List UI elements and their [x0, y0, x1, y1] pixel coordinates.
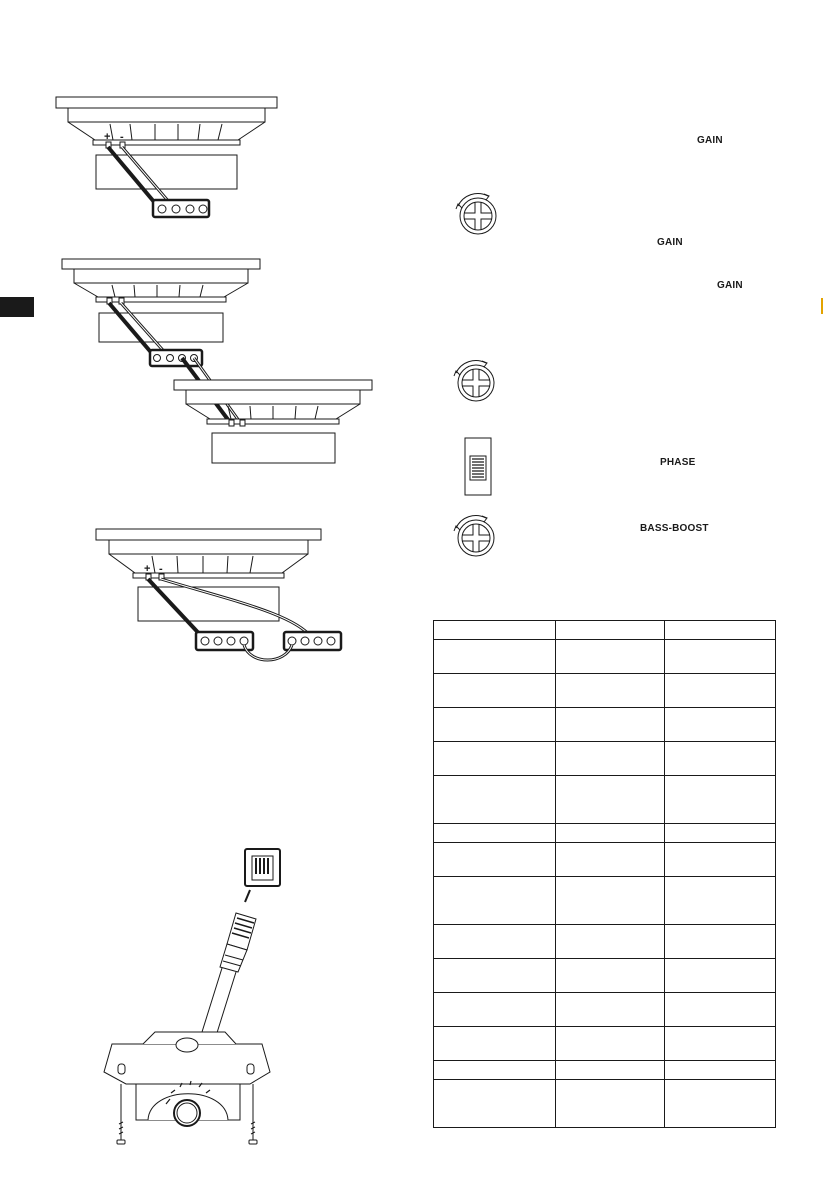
- table-cell: [556, 993, 665, 1027]
- phase-label: PHASE: [660, 457, 696, 468]
- table-cell: [434, 621, 556, 640]
- gain-label: GAIN: [717, 280, 743, 291]
- table-cell: [556, 843, 665, 877]
- table-cell: [434, 925, 556, 959]
- table-row: [434, 1061, 776, 1080]
- negative-terminal-sign: -: [159, 563, 163, 575]
- table-cell: [665, 959, 776, 993]
- table-cell: [556, 674, 665, 708]
- table-cell: [665, 640, 776, 674]
- table-cell: [665, 1080, 776, 1128]
- table-row: [434, 640, 776, 674]
- table-cell: [434, 708, 556, 742]
- diagram-dual-subwoofer: [62, 259, 372, 463]
- table-cell: [434, 1027, 556, 1061]
- table-row: [434, 776, 776, 824]
- table-cell: [556, 776, 665, 824]
- table-cell: [434, 776, 556, 824]
- table-cell: [434, 742, 556, 776]
- table-cell: [434, 674, 556, 708]
- bass-boost-label: BASS-BOOST: [640, 523, 709, 534]
- positive-terminal-sign: +: [144, 563, 151, 575]
- table-cell: [665, 674, 776, 708]
- table-cell: [556, 1061, 665, 1080]
- table-row: [434, 742, 776, 776]
- table-row: [434, 708, 776, 742]
- table-cell: [665, 708, 776, 742]
- gain-label: GAIN: [657, 237, 683, 248]
- mounting-screw-icon: [117, 1084, 125, 1144]
- table-cell: [556, 621, 665, 640]
- table-cell: [556, 640, 665, 674]
- table-cell: [434, 824, 556, 843]
- table-row: [434, 1027, 776, 1061]
- table-cell: [665, 1061, 776, 1080]
- table-row: [434, 674, 776, 708]
- table-row: [434, 993, 776, 1027]
- negative-terminal-sign: -: [120, 131, 124, 143]
- table-cell: [556, 1080, 665, 1128]
- slide-switch-icon: [465, 438, 491, 495]
- table-cell: [434, 843, 556, 877]
- table-cell: [665, 993, 776, 1027]
- table-row: [434, 877, 776, 925]
- mounting-screw-icon: [249, 1084, 257, 1144]
- table-cell: [556, 1027, 665, 1061]
- table-row: [434, 1080, 776, 1128]
- table-cell: [665, 843, 776, 877]
- table-cell: [434, 993, 556, 1027]
- table-cell: [434, 1080, 556, 1128]
- table-cell: [665, 925, 776, 959]
- specifications-table: [433, 620, 776, 1128]
- table-row: [434, 621, 776, 640]
- table-cell: [665, 877, 776, 925]
- table-row: [434, 843, 776, 877]
- rotary-knob-icon: [456, 194, 496, 234]
- table-cell: [556, 708, 665, 742]
- table-cell: [665, 1027, 776, 1061]
- table-cell: [556, 959, 665, 993]
- table-row: [434, 925, 776, 959]
- table-row: [434, 959, 776, 993]
- table-cell: [556, 925, 665, 959]
- table-cell: [434, 877, 556, 925]
- table-cell: [665, 621, 776, 640]
- table-row: [434, 824, 776, 843]
- table-cell: [556, 877, 665, 925]
- gain-label: GAIN: [697, 135, 723, 146]
- table-cell: [665, 742, 776, 776]
- table-cell: [665, 824, 776, 843]
- rj45-plug-icon: [220, 913, 256, 972]
- table-cell: [434, 1061, 556, 1080]
- diagram-bridged-subwoofer: [96, 529, 341, 660]
- table-cell: [556, 742, 665, 776]
- table-cell: [665, 776, 776, 824]
- table-cell: [434, 959, 556, 993]
- rotary-knob-icon: [454, 516, 494, 556]
- rotary-knob-icon: [454, 361, 494, 401]
- table-cell: [556, 824, 665, 843]
- table-cell: [434, 640, 556, 674]
- diagram-single-subwoofer: [56, 97, 277, 217]
- remote-level-controller-icon: [104, 849, 280, 1144]
- positive-terminal-sign: +: [104, 131, 111, 143]
